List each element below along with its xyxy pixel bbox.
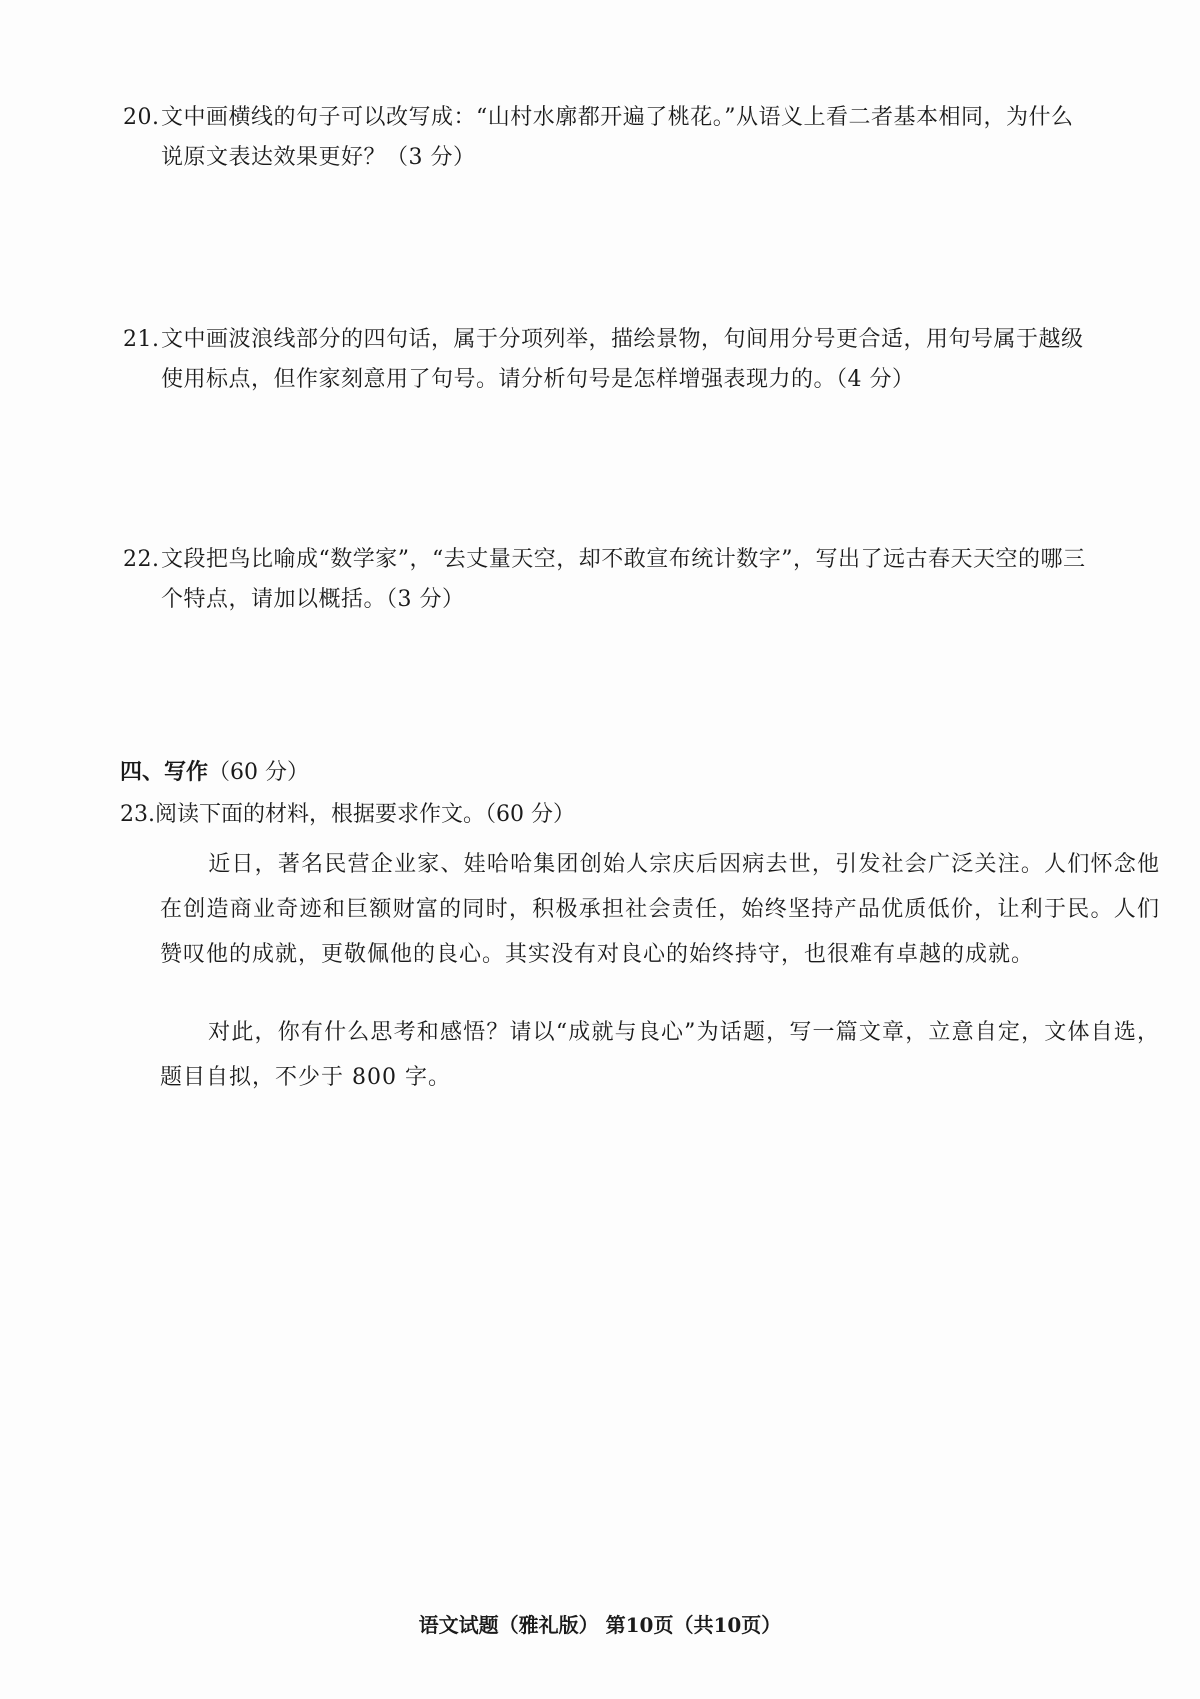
page-footer: 语文试题（雅礼版） 第10页（共10页） [418, 1613, 782, 1637]
question-21-text2: 使用标点，但作家刻意用了句号。请分析句号是怎样增强表现力的。（4 分） [161, 367, 915, 392]
question-20-number: 20. [123, 105, 160, 130]
question-21 [123, 320, 1163, 400]
essay-material-paragraph [160, 842, 1160, 977]
question-22-text1: 文段把鸟比喻成“数学家”，“去丈量天空，却不敢宣布统计数字”，写出了远古春天天空的哪三 [161, 547, 1086, 572]
essay-material-text: 近日，著名民营企业家、娃哈哈集团创始人宗庆后因病去世，引发社会广泛关注。人们怀念他在创造商业奇迹和巨额财富的同时，积极承担社会责任，始终坚持产品优质低价，让利于民。人们赞叹他的成就，更敬佩他的良心。其实没有对良心的始终持守，也很难有卓越的成就。 [160, 852, 1160, 967]
question-23-number: 23. [120, 802, 155, 827]
question-22-line1 [123, 540, 1163, 580]
section-writing-label: 四、写作 [120, 759, 209, 785]
question-20-text2: 说原文表达效果更好？（3 分） [161, 145, 476, 170]
question-22-text2: 个特点，请加以概括。（3 分） [161, 587, 465, 612]
question-20-line1 [123, 98, 1163, 138]
essay-instruction-paragraph [160, 1010, 1160, 1100]
question-20 [123, 98, 1163, 178]
question-21-text1: 文中画波浪线部分的四句话，属于分项列举，描绘景物，句间用分号更合适，用句号属于越级 [161, 327, 1084, 352]
question-22 [123, 540, 1163, 620]
question-22-number: 22. [123, 547, 160, 572]
question-20-text1: 文中画横线的句子可以改写成：“山村水廓都开遍了桃花。”从语义上看二者基本相同，为什么 [161, 105, 1074, 130]
section-writing-title [120, 752, 309, 793]
question-23-text: 阅读下面的材料，根据要求作文。（60 分） [155, 802, 575, 827]
section-writing-score: （60 分） [208, 760, 310, 785]
question-21-line1 [123, 320, 1163, 360]
question-23-prompt [120, 795, 575, 835]
essay-instruction-text: 对此，你有什么思考和感悟？请以“成就与良心”为话题，写一篇文章，立意自定，文体自选，题目自拟，不少于 800 字。 [160, 1020, 1160, 1090]
question-21-number: 21. [123, 327, 160, 352]
